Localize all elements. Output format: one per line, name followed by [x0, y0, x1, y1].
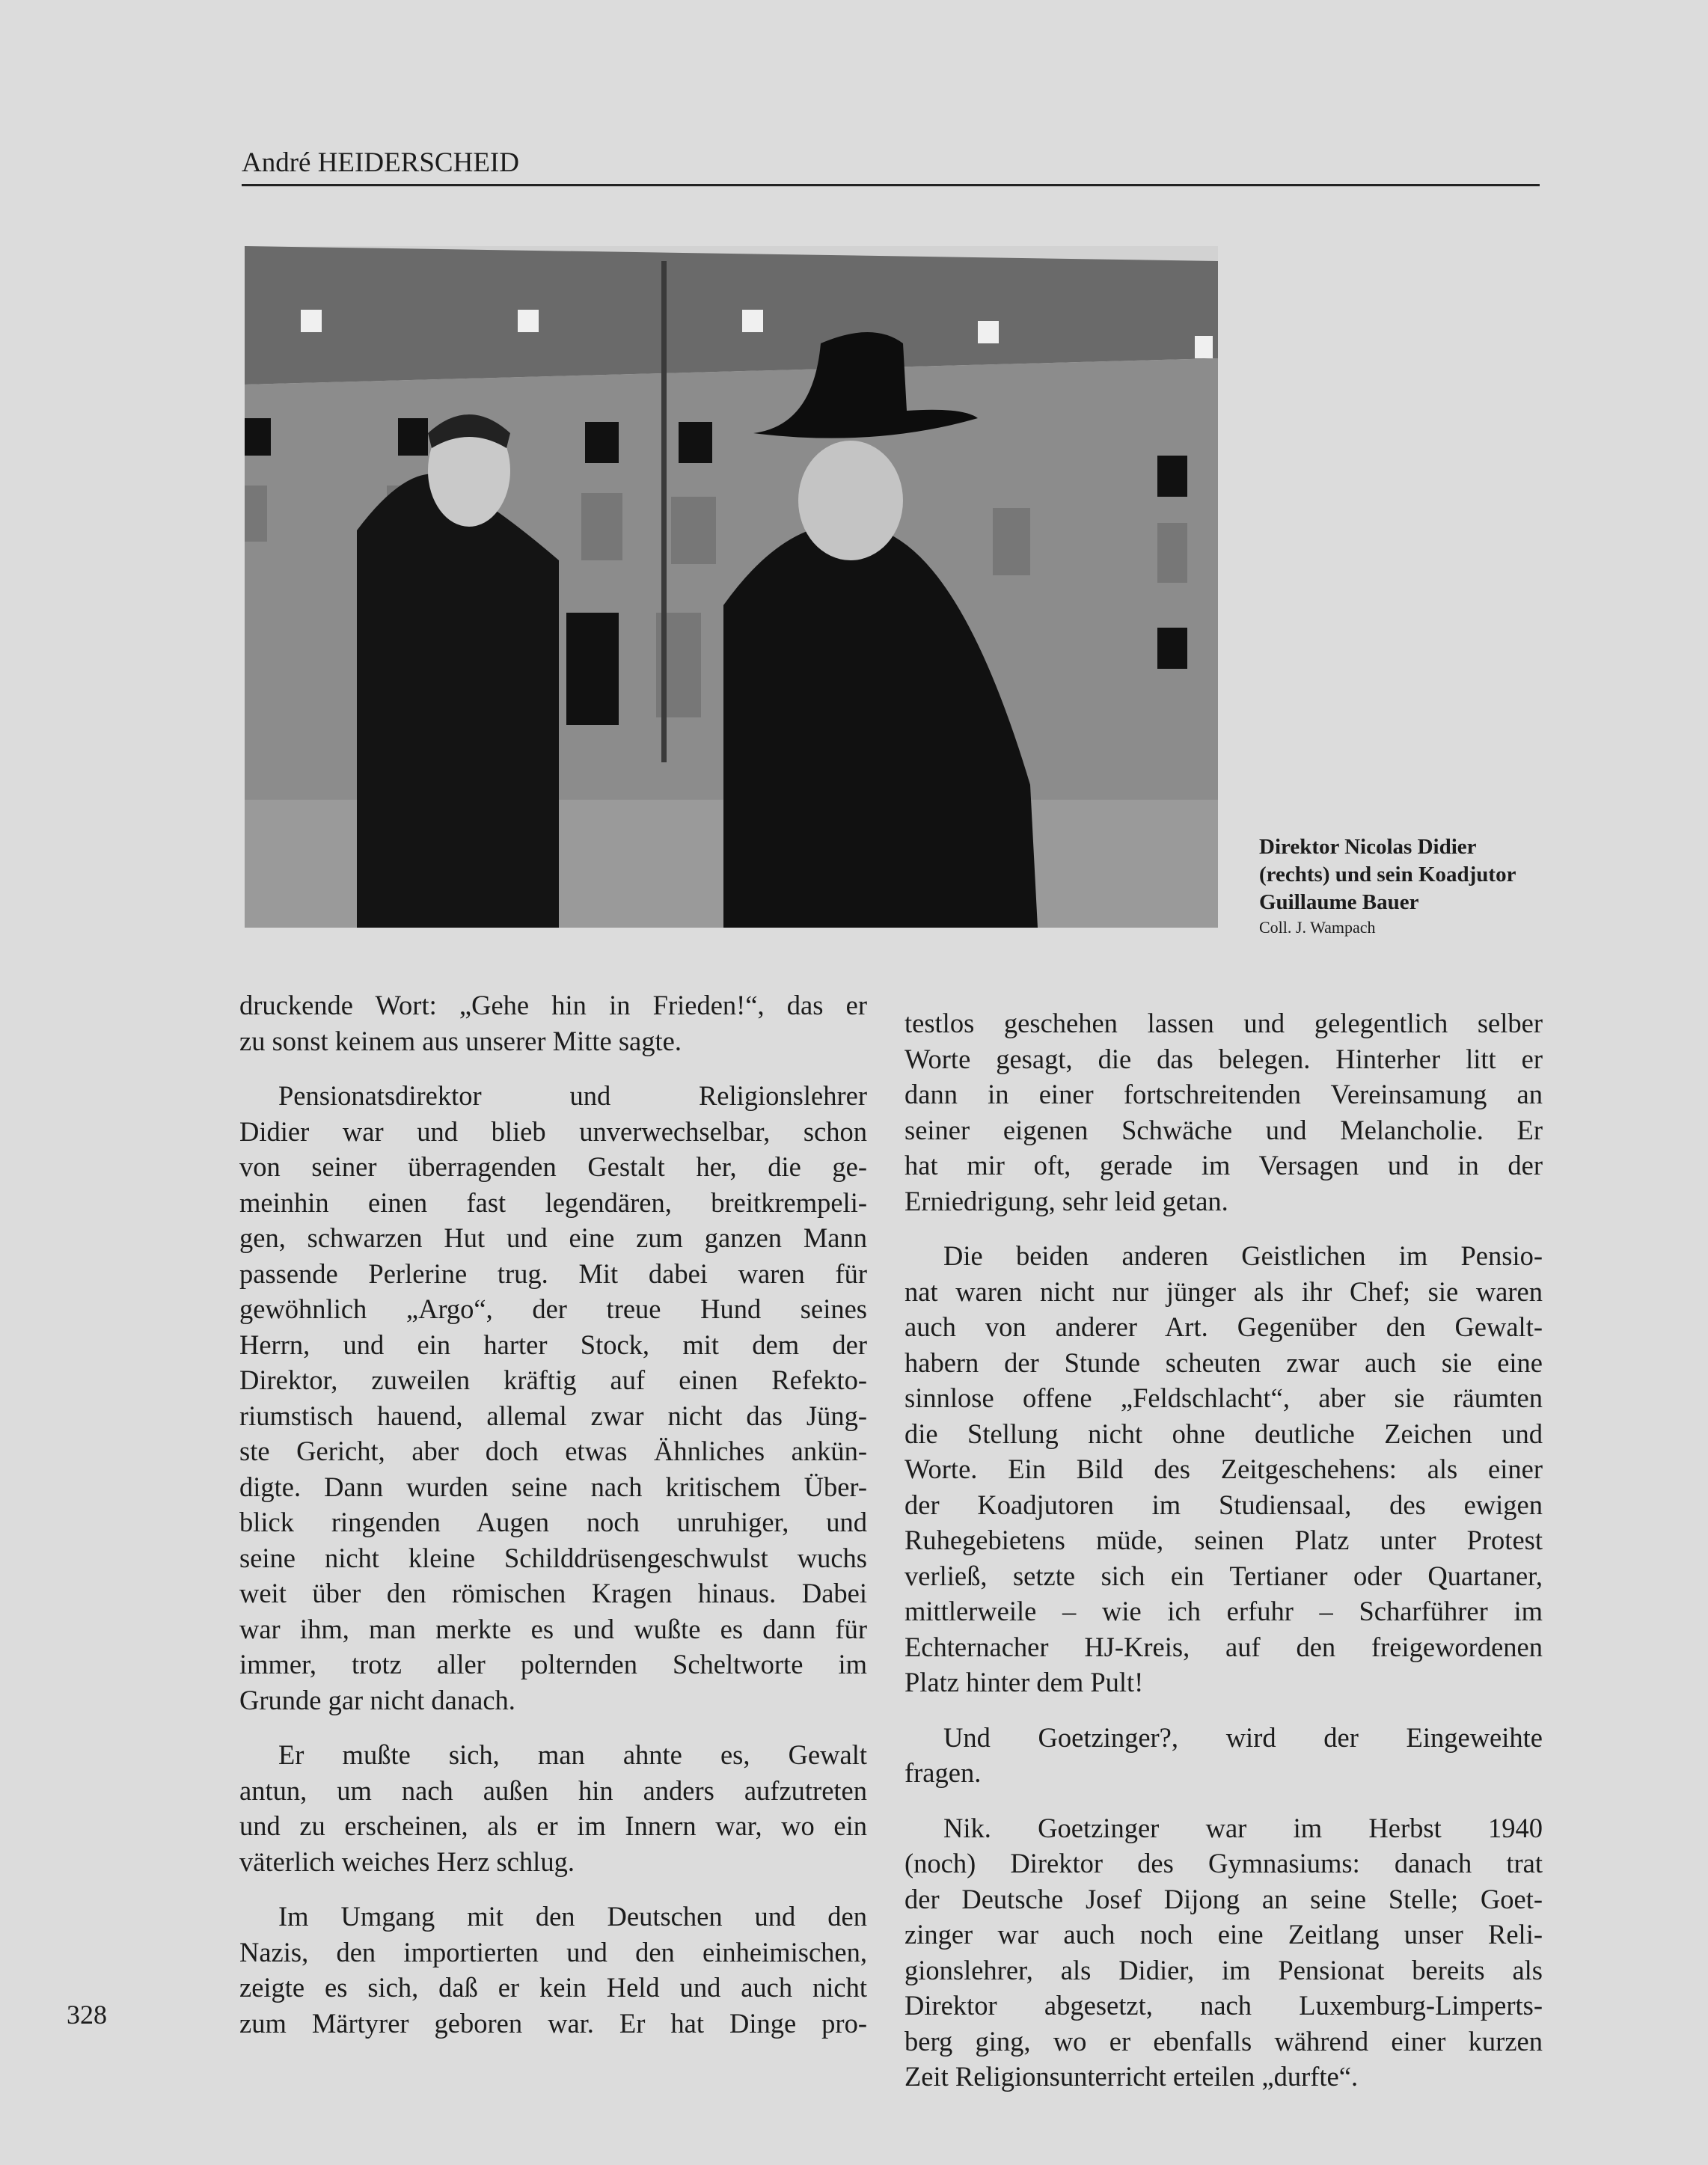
text-line: auch von anderer Art. Gegenüber den Gewalt-: [904, 1311, 1543, 1342]
text-line: Er mußte sich, man ahnte es, Gewalt: [278, 1739, 867, 1770]
text-line: berg ging, wo er ebenfalls während einer kurzen: [904, 2025, 1543, 2057]
text-line: gionslehrer, als Didier, im Pensionat bereits als: [904, 1954, 1543, 1985]
text-line: habern der Stunde scheuten zwar auch sie eine: [904, 1347, 1543, 1378]
text-line: nat waren nicht nur jünger als ihr Chef; sie waren: [904, 1276, 1543, 1307]
text-line: testlos geschehen lassen und gelegentlich selber: [904, 1008, 1543, 1038]
paragraph: [239, 1899, 867, 2041]
photo-illustration: [245, 246, 1218, 928]
paragraph: [904, 1005, 1543, 1219]
text-line: ste Gericht, aber doch etwas Ähnliches ankün-: [239, 1436, 867, 1466]
text-line: Zeit Religionsunterricht erteilen „durfte“.: [904, 2061, 1359, 2092]
text-line: zinger war auch noch eine Zeitlang unser Reli-: [904, 1919, 1543, 1950]
caption-line: Guillaume Bauer: [1259, 890, 1419, 914]
text-line: sinnlose offene „Feldschlacht“, aber sie räumten: [904, 1382, 1543, 1413]
text-line: mittlerweile – wie ich erfuhr – Scharführer im: [904, 1596, 1543, 1626]
text-line: gen, schwarzen Hut und eine zum ganzen Mann: [239, 1222, 867, 1253]
text-line: seiner eigenen Schwäche und Melancholie. Er: [904, 1114, 1543, 1145]
text-line: zeigte es sich, daß er kein Held und auch nicht: [239, 1972, 867, 2003]
text-line: Die beiden anderen Geistlichen im Pensio-: [943, 1240, 1543, 1271]
header-rule: [242, 184, 1540, 186]
text-line: Nik. Goetzinger war im Herbst 1940: [943, 1812, 1543, 1843]
text-line: Im Umgang mit den Deutschen und den: [278, 1901, 867, 1932]
caption-line: Direktor Nicolas Didier: [1259, 835, 1477, 859]
text-line: Und Goetzinger?, wird der Eingeweihte: [943, 1721, 1543, 1753]
text-line: druckende Wort: „Gehe hin in Frieden!“, das er: [239, 990, 867, 1020]
paragraph: [904, 1720, 1543, 1791]
text-line: weit über den römischen Kragen hinaus. Dabei: [239, 1578, 867, 1608]
text-column-right: [904, 1005, 1543, 2114]
text-line: meinhin einen fast legendären, breitkrempeli-: [239, 1186, 867, 1218]
paragraph: [904, 1810, 1543, 2095]
text-line: die Stellung nicht ohne deutliche Zeichen und: [904, 1418, 1543, 1449]
text-line: Ruhegebietens müde, seinen Platz unter Protest: [904, 1525, 1543, 1555]
caption-line: (rechts) und sein Koadjutor: [1259, 863, 1516, 886]
text-line: war ihm, man merkte es und wußte es dann für: [239, 1613, 867, 1644]
text-line: von seiner überragenden Gestalt her, die ge-: [239, 1151, 867, 1182]
text-line: zum Märtyrer geboren war. Er hat Dinge pro-: [239, 2007, 867, 2039]
text-line: Direktor abgesetzt, nach Luxemburg-Limperts-: [904, 1990, 1543, 2021]
text-line: antun, um nach außen hin anders aufzutreten: [239, 1774, 867, 1806]
paragraph: [239, 987, 867, 1059]
text-line: Echternacher HJ-Kreis, auf den freigewordenen: [904, 1631, 1543, 1662]
text-line: Pensionatsdirektor und Religionslehrer: [278, 1080, 867, 1111]
text-column-left: [239, 987, 867, 2060]
text-line: seine nicht kleine Schilddrüsengeschwulst wuchs: [239, 1542, 867, 1573]
text-line: digte. Dann wurden seine nach kritischem Über-: [239, 1471, 867, 1502]
photo-caption: [1259, 833, 1516, 939]
text-line: Erniedrigung, sehr leid getan.: [904, 1185, 1228, 1216]
text-line: hat mir oft, gerade im Versagen und in der: [904, 1150, 1543, 1181]
text-line: der Deutsche Josef Dijong an seine Stelle; Goet-: [904, 1883, 1543, 1914]
text-line: Direktor, zuweilen kräftig auf einen Refekto-: [239, 1365, 867, 1395]
text-line: fragen.: [904, 1757, 982, 1788]
text-line: und zu erscheinen, als er im Innern war, wo ein: [239, 1810, 867, 1841]
text-line: immer, trotz aller polternden Scheltworte im: [239, 1649, 867, 1679]
text-line: väterlich weiches Herz schlug.: [239, 1846, 575, 1877]
text-line: riumstisch hauend, allemal zwar nicht das Jüng-: [239, 1400, 867, 1431]
text-line: der Koadjutoren im Studiensaal, des ewigen: [904, 1489, 1543, 1520]
page-number: 328: [67, 2000, 107, 2030]
text-line: dann in einer fortschreitenden Vereinsamung an: [904, 1079, 1543, 1109]
text-line: blick ringenden Augen noch unruhiger, und: [239, 1507, 867, 1537]
paragraph: [239, 1737, 867, 1879]
text-line: Grunde gar nicht danach.: [239, 1684, 515, 1715]
text-line: passende Perlerine trug. Mit dabei waren für: [239, 1258, 867, 1289]
text-line: verließ, setzte sich ein Tertianer oder Quartaner,: [904, 1560, 1543, 1591]
text-line: zu sonst keinem aus unserer Mitte sagte.: [239, 1025, 682, 1056]
photo-credit: Coll. J. Wampach: [1259, 918, 1376, 937]
text-line: Herrn, und ein harter Stock, mit dem der: [239, 1329, 867, 1360]
photograph: [245, 246, 1218, 928]
text-line: Platz hinter dem Pult!: [904, 1667, 1144, 1697]
text-line: Worte gesagt, die das belegen. Hinterher litt er: [904, 1043, 1543, 1074]
running-header-author: André HEIDERSCHEID: [242, 147, 519, 178]
paragraph: [239, 1078, 867, 1718]
text-line: gewöhnlich „Argo“, der treue Hund seines: [239, 1293, 867, 1324]
text-line: (noch) Direktor des Gymnasiums: danach trat: [904, 1848, 1543, 1878]
text-line: Nazis, den importierten und den einheimischen,: [239, 1936, 867, 1968]
text-line: Didier war und blieb unverwechselbar, schon: [239, 1115, 867, 1147]
paragraph: [904, 1238, 1543, 1700]
text-line: Worte. Ein Bild des Zeitgeschehens: als einer: [904, 1454, 1543, 1484]
